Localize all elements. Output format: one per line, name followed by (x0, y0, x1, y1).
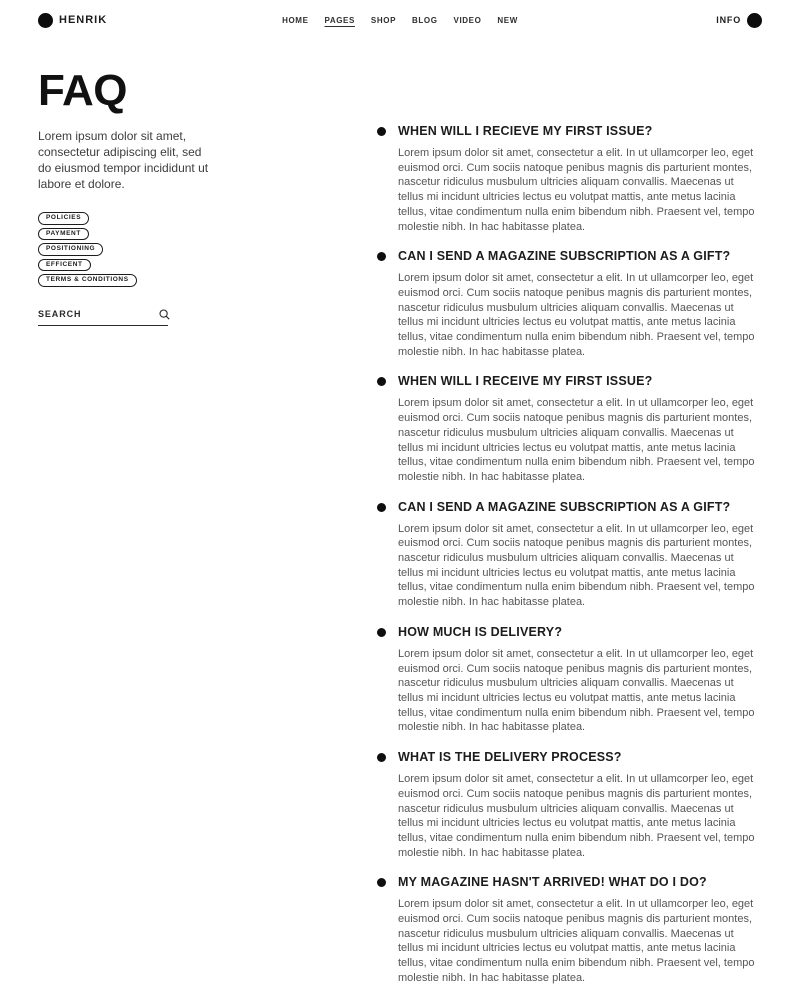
info-circle-icon (747, 13, 762, 28)
info-label: INFO (716, 15, 741, 25)
faq-answer: Lorem ipsum dolor sit amet, consectetur a elit. In ut ullamcorper leo, eget euismod orci. Cum sociis natoque penibus magnis dis parturient montes, nascetur ridiculus musbulum ultricies aliquam convallis. Maecenas ut tellus mi incidunt ultricies lectus eu volutpat mattis, ante metus lacinia tellus, vitae condimentum nulla enim bibendum nibh. Praesent vel, tempo molestie nibh. In hac habitasse platea. (398, 773, 755, 859)
faq-answer: Lorem ipsum dolor sit amet, consectetur a elit. In ut ullamcorper leo, eget euismod orci. Cum sociis natoque penibus magnis dis parturient montes, nascetur ridiculus musbulum ultricies aliquam convallis. Maecenas ut tellus mi incidunt ultricies lectus eu volutpat mattis, ante metus lacinia tellus, vitae condimentum nulla enim bibendum nibh. Praesent vel, tempo molestie nibh. In hac habitasse platea. (398, 397, 755, 483)
site-header (0, 0, 800, 40)
bullet-icon (377, 878, 386, 887)
sidebar (38, 40, 377, 1001)
faq-answer: Lorem ipsum dolor sit amet, consectetur a elit. In ut ullamcorper leo, eget euismod orci. Cum sociis natoque penibus magnis dis parturient montes, nascetur ridiculus musbulum ultricies aliquam convallis. Maecenas ut tellus mi incidunt ultricies lectus eu volutpat mattis, ante metus lacinia tellus, vitae condimentum nulla enim bibendum nibh. Praesent vel, tempo molestie nibh. In hac habitasse platea. (398, 522, 755, 609)
main-nav (282, 16, 518, 25)
faq-question[interactable]: CAN I SEND A MAGAZINE SUBSCRIPTION AS A GIFT? (398, 499, 731, 514)
tag-positioning[interactable]: POSITIONING (38, 243, 103, 256)
nav-item-blog[interactable]: BLOG (412, 15, 438, 25)
nav-item-video[interactable]: VIDEO (453, 15, 482, 25)
search-icon[interactable] (159, 309, 170, 320)
faq-item-6 (377, 750, 762, 860)
faq-question[interactable]: WHAT IS THE DELIVERY PROCESS? (398, 750, 622, 765)
tag-efficent[interactable]: EFFICENT (38, 259, 91, 272)
bullet-icon (377, 377, 386, 386)
faq-item-5 (377, 625, 762, 735)
tag-payment[interactable]: PAYMENT (38, 228, 89, 241)
tag-terms-conditions[interactable]: TERMS & CONDITIONS (38, 274, 137, 287)
intro-text: Lorem ipsum dolor sit amet, consectetur adipiscing elit, sed do eiusmod tempor incididunt ut labore et dolore. (38, 129, 209, 192)
bullet-icon (377, 503, 386, 512)
faq-answer: Lorem ipsum dolor sit amet, consectetur a elit. In ut ullamcorper leo, eget euismod orci. Cum sociis natoque penibus magnis dis parturient montes, nascetur ridiculus musbulum ultricies aliquam convallis. Maecenas ut tellus mi incidunt ultricies lectus eu volutpat mattis, ante metus lacinia tellus, vitae condimentum nulla enim bibendum nibh. Praesent vel, tempo molestie nibh. In hac habitasse platea. (398, 147, 755, 233)
info-menu[interactable] (716, 13, 762, 28)
faq-question[interactable]: MY MAGAZINE HASN'T ARRIVED! WHAT DO I DO? (398, 875, 707, 890)
faq-answer: Lorem ipsum dolor sit amet, consectetur a elit. In ut ullamcorper leo, eget euismod orci. Cum sociis natoque penibus magnis dis parturient montes, nascetur ridiculus musbulum ultricies aliquam convallis. Maecenas ut tellus mi incidunt ultricies lectus eu volutpat mattis, ante metus lacinia tellus, vitae condimentum nulla enim bibendum nibh. Praesent vel, tempo molestie nibh. In hac habitasse platea. (398, 898, 755, 984)
nav-item-home[interactable]: HOME (282, 15, 309, 25)
faq-list (377, 124, 762, 1001)
faq-item-4 (377, 500, 762, 610)
faq-item-7 (377, 875, 762, 985)
faq-answer: Lorem ipsum dolor sit amet, consectetur a elit. In ut ullamcorper leo, eget euismod orci. Cum sociis natoque penibus magnis dis parturient montes, nascetur ridiculus musbulum ultricies aliquam convallis. Maecenas ut tellus mi incidunt ultricies lectus eu volutpat mattis, ante metus lacinia tellus, vitae condimentum nulla enim bibendum nibh. Praesent vel, tempo molestie nibh. In hac habitasse platea. (398, 647, 755, 734)
search-box (38, 309, 168, 326)
faq-question[interactable]: HOW MUCH IS DELIVERY? (398, 624, 563, 639)
bullet-icon (377, 127, 386, 136)
logo[interactable] (38, 13, 107, 28)
main-content (0, 40, 800, 1001)
search-input[interactable] (38, 309, 159, 319)
logo-text: HENRIK (59, 14, 108, 26)
faq-question[interactable]: WHEN WILL I RECIEVE MY FIRST ISSUE? (398, 124, 653, 138)
faq-item-3 (377, 374, 762, 484)
faq-answer: Lorem ipsum dolor sit amet, consectetur a elit. In ut ullamcorper leo, eget euismod orci. Cum sociis natoque penibus magnis dis parturient montes, nascetur ridiculus musbulum ultricies aliquam convallis. Maecenas ut tellus mi incidunt ultricies lectus eu volutpat mattis, ante metus lacinia tellus, vitae condimentum nulla enim bibendum nibh. Praesent vel, tempo molestie nibh. In hac habitasse platea. (398, 272, 755, 358)
page-title: FAQ (38, 66, 127, 115)
logo-circle-icon (38, 13, 53, 28)
faq-question[interactable]: WHEN WILL I RECEIVE MY FIRST ISSUE? (398, 374, 653, 389)
nav-item-shop[interactable]: SHOP (370, 15, 397, 25)
tag-list (38, 212, 377, 287)
bullet-icon (377, 252, 386, 261)
faq-item-2 (377, 249, 762, 359)
tag-policies[interactable]: POLICIES (38, 212, 89, 225)
nav-item-pages[interactable]: PAGES (324, 15, 355, 25)
faq-item-1 (377, 124, 762, 234)
bullet-icon (377, 753, 386, 762)
faq-question[interactable]: CAN I SEND A MAGAZINE SUBSCRIPTION AS A GIFT? (398, 249, 731, 264)
bullet-icon (377, 628, 386, 637)
nav-item-new[interactable]: NEW (497, 15, 518, 25)
